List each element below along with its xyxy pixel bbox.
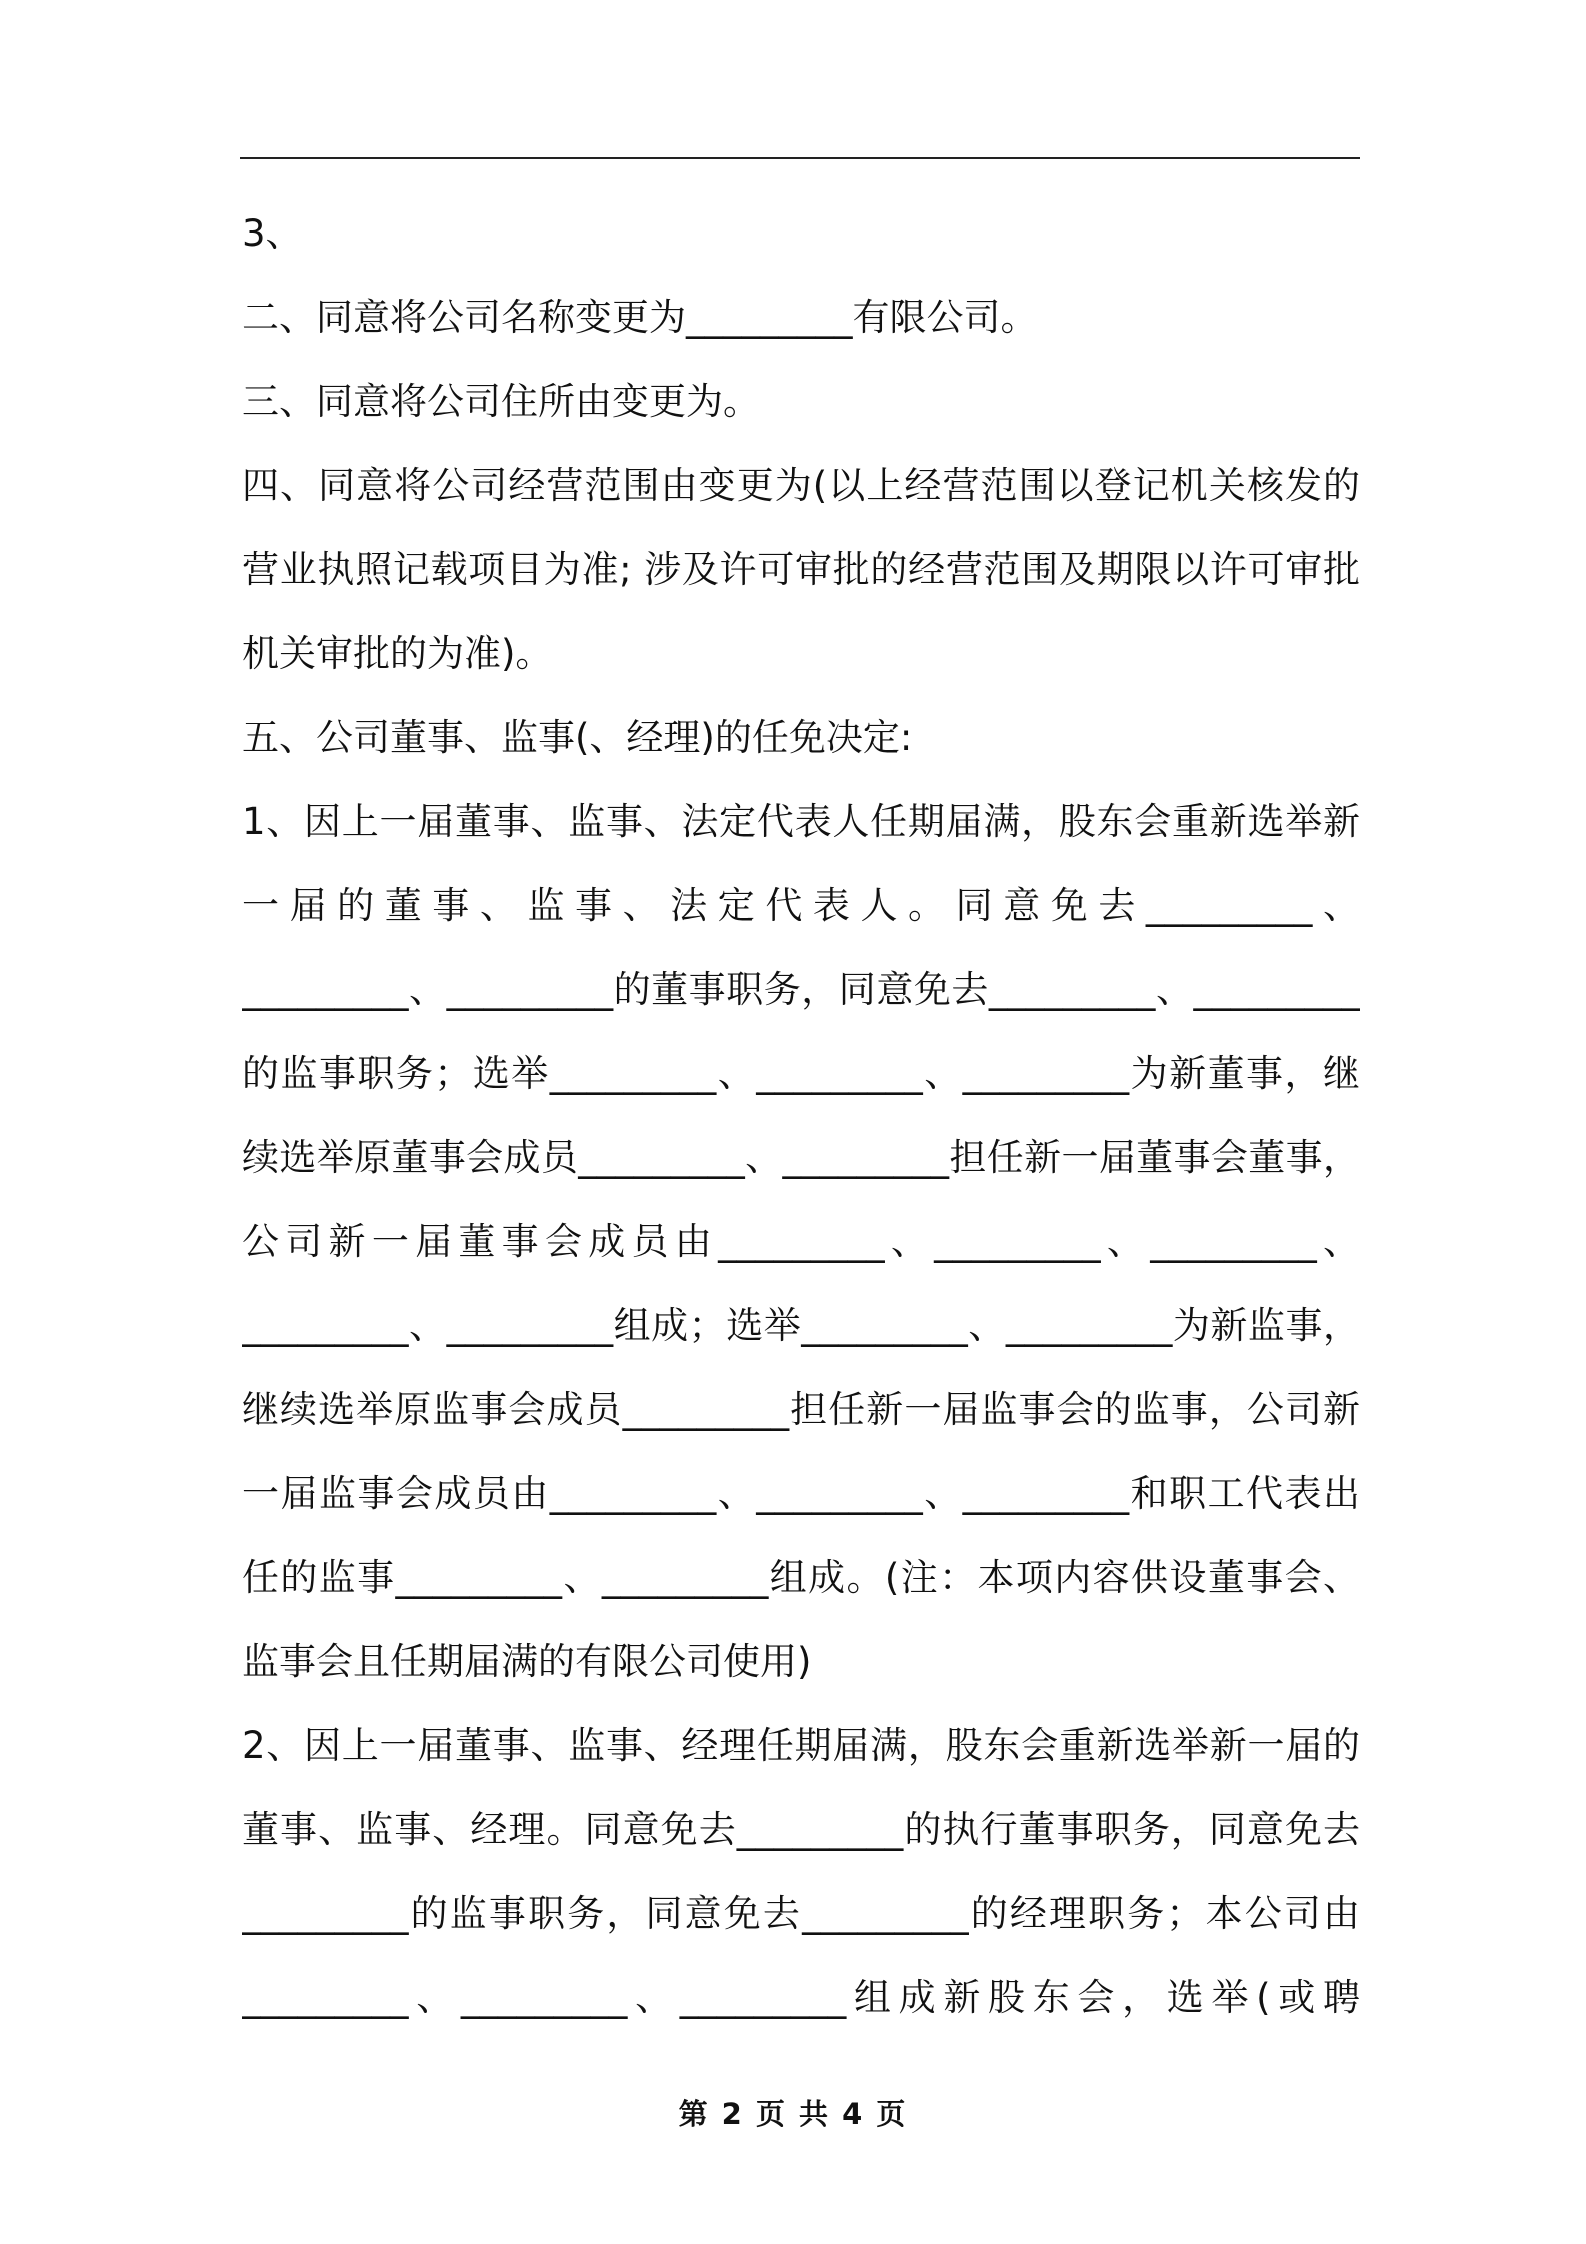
text-line: 继续选举原监事会成员_________担任新一届监事会的监事，公司新 (242, 1388, 1360, 1431)
text-line: _________、_________组成；选举_________、_________为新监事， (242, 1304, 1360, 1347)
text-line: 董事、监事、经理。同意免去_________的执行董事职务，同意免去 (242, 1808, 1360, 1851)
text-line: 一届的董事、监事、法定代表人。同意免去_________、 (242, 884, 1360, 927)
header-rule (240, 157, 1360, 159)
text-line: 营业执照记载项目为准; 涉及许可审批的经营范围及期限以许可审批 (242, 548, 1360, 591)
text-line: 的监事职务；选举_________、_________、_________为新董事，继 (242, 1052, 1360, 1095)
document-body (242, 192, 1360, 2040)
text-line: 一届监事会成员由_________、_________、_________和职工代表出 (242, 1472, 1360, 1515)
text-line: 2、因上一届董事、监事、经理任期届满，股东会重新选举新一届的 (242, 1724, 1360, 1767)
text-line: 公司新一届董事会成员由_________、_________、_________、 (242, 1220, 1360, 1263)
text-line: 任的监事_________、_________组成。(注：本项内容供设董事会、 (242, 1556, 1360, 1599)
text-line: 续选举原董事会成员_________、_________担任新一届董事会董事， (242, 1136, 1360, 1179)
text-line: 三、同意将公司住所由变更为。 (242, 380, 760, 423)
text-line: _________、_________、_________组成新股东会，选举(或聘 (242, 1976, 1360, 2019)
text-line: 1、因上一届董事、监事、法定代表人任期届满，股东会重新选举新 (242, 800, 1360, 843)
text-line: 3、 (242, 212, 303, 255)
text-line: 四、同意将公司经营范围由变更为(以上经营范围以登记机关核发的 (242, 464, 1360, 507)
text-line: _________、_________的董事职务，同意免去_________、_________ (242, 968, 1360, 1011)
text-line: _________的监事职务，同意免去_________的经理职务；本公司由 (242, 1892, 1360, 1935)
text-line: 二、同意将公司名称变更为_________有限公司。 (242, 296, 1038, 339)
text-line: 机关审批的为准)。 (242, 632, 553, 675)
text-line: 五、公司董事、监事(、经理)的任免决定: (242, 716, 913, 759)
page-number-footer: 第 2 页 共 4 页 (678, 2097, 908, 2131)
text-line: 监事会且任期届满的有限公司使用) (242, 1640, 812, 1683)
